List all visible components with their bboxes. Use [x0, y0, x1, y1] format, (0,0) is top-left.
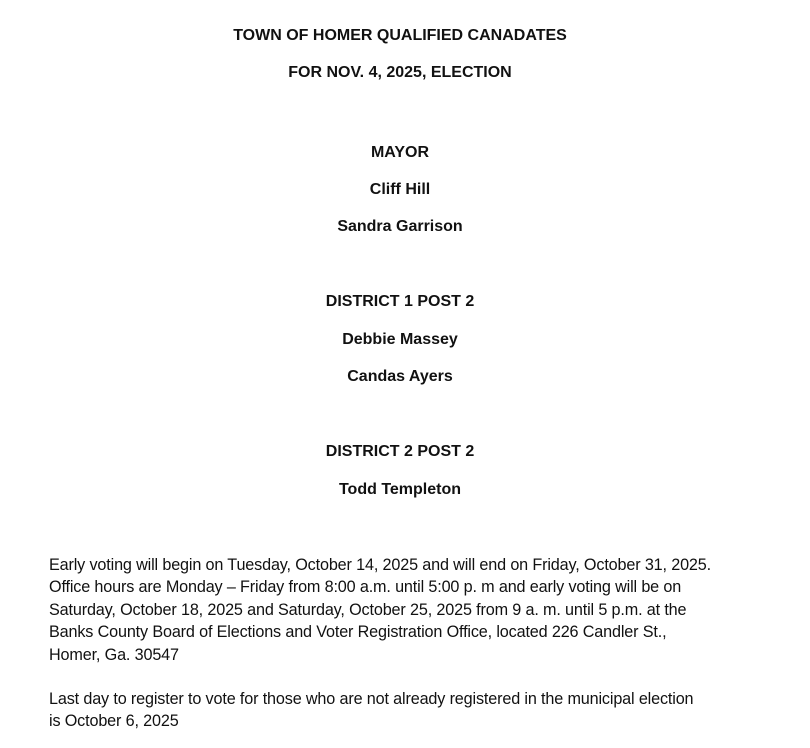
office-heading: DISTRICT 1 POST 2 [325, 293, 475, 310]
document-subtitle: FOR NOV. 4, 2025, ELECTION [288, 64, 512, 81]
paragraph-line: Last day to register to vote for those who are not already registered in the municipal election [49, 690, 694, 708]
paragraph-line: Office hours are Monday – Friday from 8:00 a.m. until 5:00 p. m and early voting will be on [49, 578, 682, 597]
candidate-name: Candas Ayers [347, 368, 453, 385]
candidate-name: Todd Templeton [338, 481, 462, 498]
paragraph-line: Early voting will begin on Tuesday, October 14, 2025 and will end on Friday, October 31, 2025. [49, 556, 711, 574]
office-heading: MAYOR [370, 144, 430, 161]
office-heading: DISTRICT 2 POST 2 [325, 443, 475, 460]
paragraph-line: is October 6, 2025 [49, 712, 179, 731]
candidate-name: Sandra Garrison [337, 218, 463, 235]
registration-deadline-paragraph [49, 688, 769, 733]
paragraph-line: Saturday, October 18, 2025 and Saturday, October 25, 2025 from 9 a. m. until 5 p.m. at the [49, 600, 687, 619]
paragraph-line: Homer, Ga. 30547 [49, 645, 179, 664]
document-title: TOWN OF HOMER QUALIFIED CANADATES [233, 27, 567, 44]
candidate-name: Cliff Hill [369, 181, 431, 198]
early-voting-paragraph [49, 554, 769, 666]
candidate-name: Debbie Massey [342, 331, 458, 348]
paragraph-line: Banks County Board of Elections and Voter Registration Office, located 226 Candler St., [49, 623, 667, 642]
